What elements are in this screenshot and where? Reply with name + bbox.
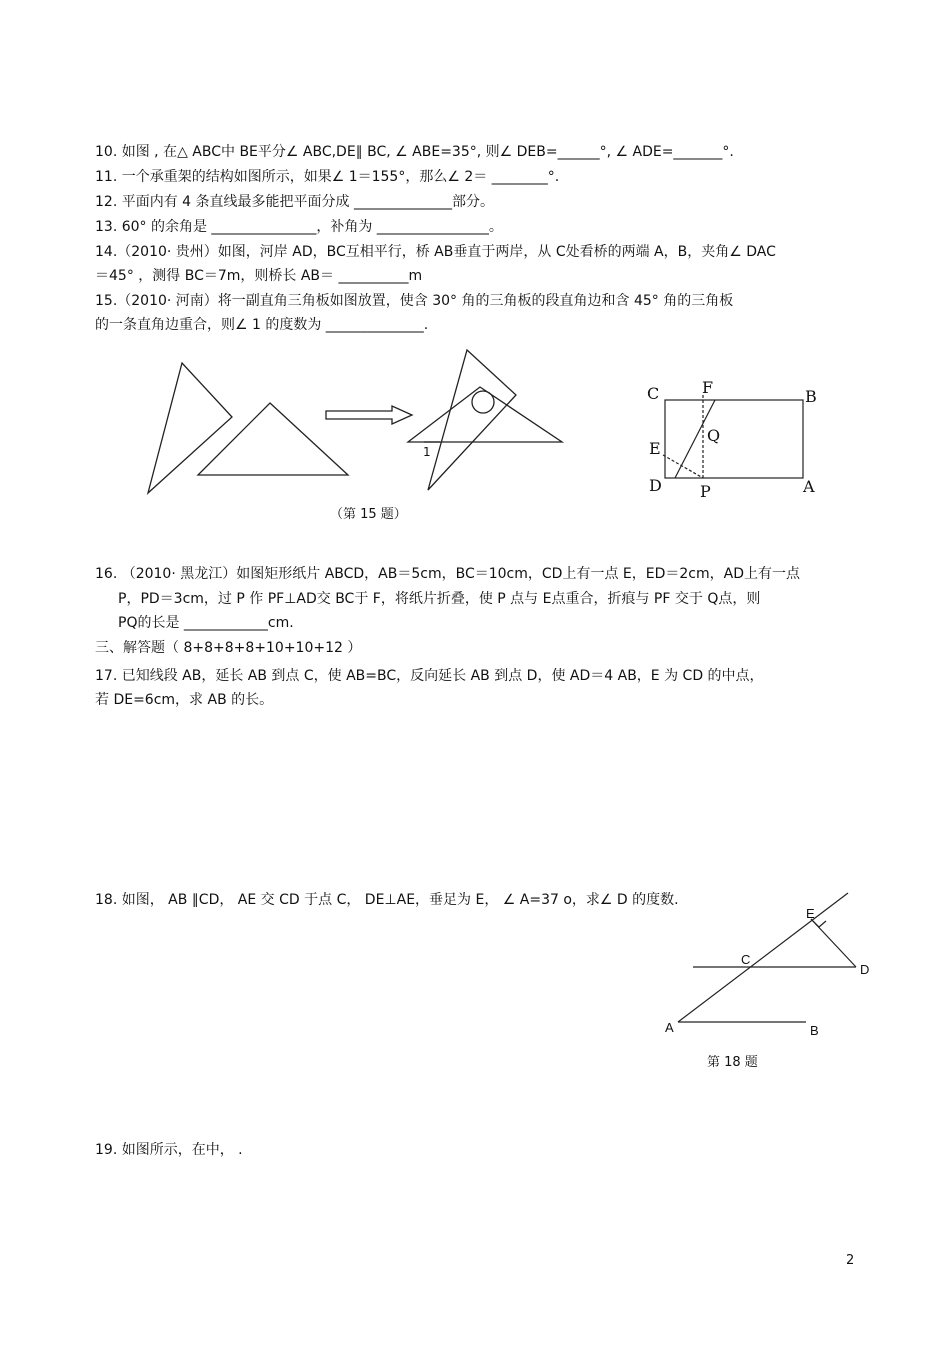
fig18-label-d: D [860, 962, 870, 977]
triangle-30 [148, 363, 232, 493]
fig16-label-f: F [702, 378, 714, 397]
question-17-line1: 17. 已知线段 AB，延长 AB 到点 C，使 AB=BC，反向延长 AB 到点 D，使 AD＝4 AB，E 为 CD 的中点， [95, 668, 764, 684]
fig18-label-a: A [665, 1020, 674, 1035]
circle-shape [472, 391, 494, 413]
fig18-label-b: B [810, 1023, 819, 1038]
question-14-line1: 14.（2010· 贵州）如图，河岸 AD，BC互相平行，桥 AB垂直于两岸，从 C处看桥的两端 A，B，夹角∠ DAC [95, 244, 776, 260]
fig16-label-q: Q [707, 426, 721, 445]
fig16-label-c: C [647, 384, 660, 403]
question-10: 10. 如图 , 在△ ABC中 BE平分∠ ABC,DE∥ BC, ∠ ABE=35°, 则∠ DEB=______°, ∠ ADE=_______°. [95, 144, 734, 160]
fig16-label-d: D [649, 476, 662, 495]
combined-triangle-45 [408, 387, 562, 442]
figure-15-caption: （第 15 题） [330, 507, 407, 522]
fig18-label-c: C [741, 952, 751, 967]
fig16-label-b: B [805, 387, 817, 406]
question-15-line2: 的一条直角边重合，则∠ 1 的度数为 ______________. [95, 317, 429, 333]
fig16-label-p: P [700, 482, 711, 501]
question-11: 11. 一个承重架的结构如图所示，如果∠ 1＝155°，那么∠ 2＝ ________°. [95, 169, 560, 185]
section-3-heading: 三、解答题（ 8+8+8+8+10+10+12 ） [95, 640, 362, 656]
fig16-label-a: A [803, 477, 815, 496]
figure-18 [660, 885, 870, 1045]
question-15-line1: 15.（2010· 河南）将一副直角三角板如图放置，使含 30° 角的三角板的段直角边和含 45° 角的三角板 [95, 293, 734, 309]
question-16-line3: PQ的长是 ____________cm. [118, 615, 294, 631]
fig18-label-e: E [806, 906, 815, 921]
question-16-line1: 16. （2010· 黑龙江）如图矩形纸片 ABCD，AB＝5cm，BC＝10cm，CD上有一点 E，ED＝2cm，AD上有一点 [95, 566, 800, 582]
question-16-line2: P，PD＝3cm，过 P 作 PF⊥AD交 BC于 F，将纸片折叠，使 P 点与 E点重合，折痕与 PF 交于 Q点，则 [118, 591, 761, 607]
question-12: 12. 平面内有 4 条直线最多能把平面分成 ______________部分。 [95, 194, 494, 210]
question-18: 18. 如图， AB ∥CD， AE 交 CD 于点 C， DE⊥AE，垂足为 E， ∠ A=37 o，求∠ D 的度数. [95, 892, 679, 908]
question-19: 19. 如图所示，在中， . [95, 1142, 243, 1158]
figure-16 [645, 375, 825, 505]
question-17-line2: 若 DE=6cm，求 AB 的长。 [95, 692, 274, 708]
figure-18-caption: 第 18 题 [707, 1055, 758, 1070]
combined-triangle-30 [428, 350, 516, 490]
figure-15 [140, 345, 580, 505]
arrow-shape [326, 406, 412, 424]
question-13: 13. 60° 的余角是 _______________，补角为 ________________。 [95, 219, 503, 235]
page-number: 2 [846, 1253, 855, 1268]
fig16-label-e: E [649, 439, 661, 458]
question-14-line2: ＝45° ，测得 BC＝7m，则桥长 AB＝ __________m [95, 268, 423, 284]
angle-1-label: 1 [423, 445, 431, 459]
